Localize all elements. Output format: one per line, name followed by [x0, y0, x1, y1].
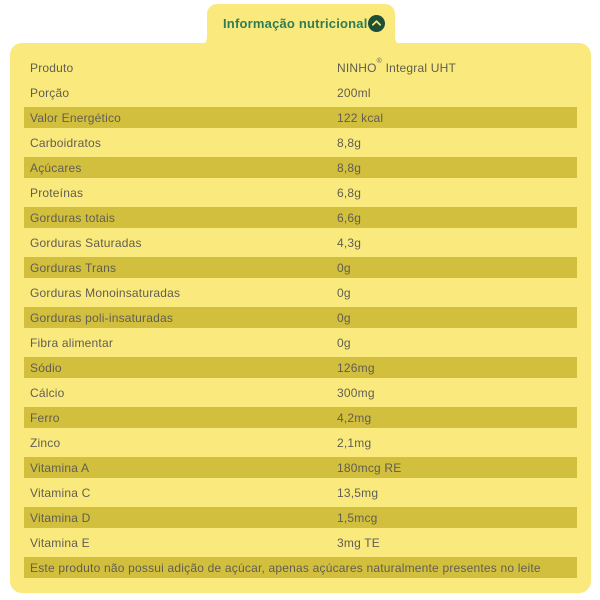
- nutrient-value: 13,5mg: [337, 485, 379, 500]
- nutrient-value: 180mcg RE: [337, 460, 402, 475]
- table-row: [24, 255, 577, 280]
- nutrient-value: 0g: [337, 310, 351, 325]
- nutrient-value: 3mg TE: [337, 535, 380, 550]
- accordion-title: Informação nutricional: [223, 15, 368, 31]
- table-row: [24, 105, 577, 130]
- nutrient-label: Proteínas: [30, 185, 84, 200]
- nutrient-value: 200ml: [337, 85, 371, 100]
- nutrient-label: Gorduras totais: [30, 210, 116, 225]
- nutrient-label: Gorduras Saturadas: [30, 235, 142, 250]
- nutrient-label: Vitamina E: [30, 535, 90, 550]
- table-row: [24, 205, 577, 230]
- nutrient-value: 8,8g: [337, 160, 362, 175]
- nutrient-label: Gorduras Trans: [30, 260, 117, 275]
- nutrient-label: Porção: [30, 85, 70, 100]
- table-row: [24, 130, 577, 155]
- table-row: [24, 55, 577, 80]
- nutrient-value: 8,8g: [337, 135, 362, 150]
- nutrient-value: 0g: [337, 260, 351, 275]
- nutrient-label: Carboidratos: [30, 135, 102, 150]
- tab-fillet-left: [199, 38, 207, 46]
- nutrient-label: Gorduras Monoinsaturadas: [30, 285, 181, 300]
- nutrient-label: Produto: [30, 60, 74, 75]
- nutrient-label: Ferro: [30, 410, 60, 425]
- table-row: [24, 380, 577, 405]
- nutrient-label: Vitamina A: [30, 460, 90, 475]
- nutrient-label: Açúcares: [30, 160, 82, 175]
- table-row: [24, 155, 577, 180]
- table-row: [24, 180, 577, 205]
- tab-fillet-right: [395, 38, 403, 46]
- nutrient-label: Fibra alimentar: [30, 335, 114, 350]
- table-row: [24, 405, 577, 430]
- table-row: [24, 430, 577, 455]
- nutrient-label: Vitamina C: [30, 485, 91, 500]
- table-row: [24, 455, 577, 480]
- table-row: [24, 530, 577, 555]
- nutrient-value: 6,6g: [337, 210, 362, 225]
- nutrient-value: 4,3g: [337, 235, 362, 250]
- table-row: [24, 230, 577, 255]
- nutrient-value: 0g: [337, 285, 351, 300]
- nutrition-table-panel: [10, 43, 591, 593]
- nutrient-label: Zinco: [30, 435, 61, 450]
- nutrient-label: Valor Energético: [30, 110, 122, 125]
- nutrient-value: 122 kcal: [337, 110, 384, 125]
- nutrient-value: 4,2mg: [337, 410, 372, 425]
- nutrient-value: 126mg: [337, 360, 375, 375]
- table-row: [24, 305, 577, 330]
- table-row: [24, 355, 577, 380]
- nutrient-value: 300mg: [337, 385, 375, 400]
- table-row: [24, 480, 577, 505]
- nutrient-label: Sódio: [30, 360, 62, 375]
- nutrient-value: 1,5mcg: [337, 510, 378, 525]
- nutrient-label: Cálcio: [30, 385, 65, 400]
- table-row: [24, 330, 577, 355]
- nutrient-label: Gorduras poli-insaturadas: [30, 310, 174, 325]
- nutrient-label: Vitamina D: [30, 510, 91, 525]
- nutrient-value: 0g: [337, 335, 351, 350]
- nutrient-value: 2,1mg: [337, 435, 372, 450]
- nutrition-info-accordion-toggle[interactable]: [207, 4, 395, 46]
- table-row: [24, 505, 577, 530]
- table-row: [24, 80, 577, 105]
- nutrient-value: 6,8g: [337, 185, 362, 200]
- nutrition-table: [24, 55, 577, 555]
- chevron-up-icon[interactable]: [368, 15, 385, 32]
- nutrient-value: NINHO® Integral UHT: [337, 57, 456, 75]
- footer-note: Este produto não possui adição de açúcar, apenas açúcares naturalmente presentes no leite: [24, 555, 577, 580]
- table-row: [24, 280, 577, 305]
